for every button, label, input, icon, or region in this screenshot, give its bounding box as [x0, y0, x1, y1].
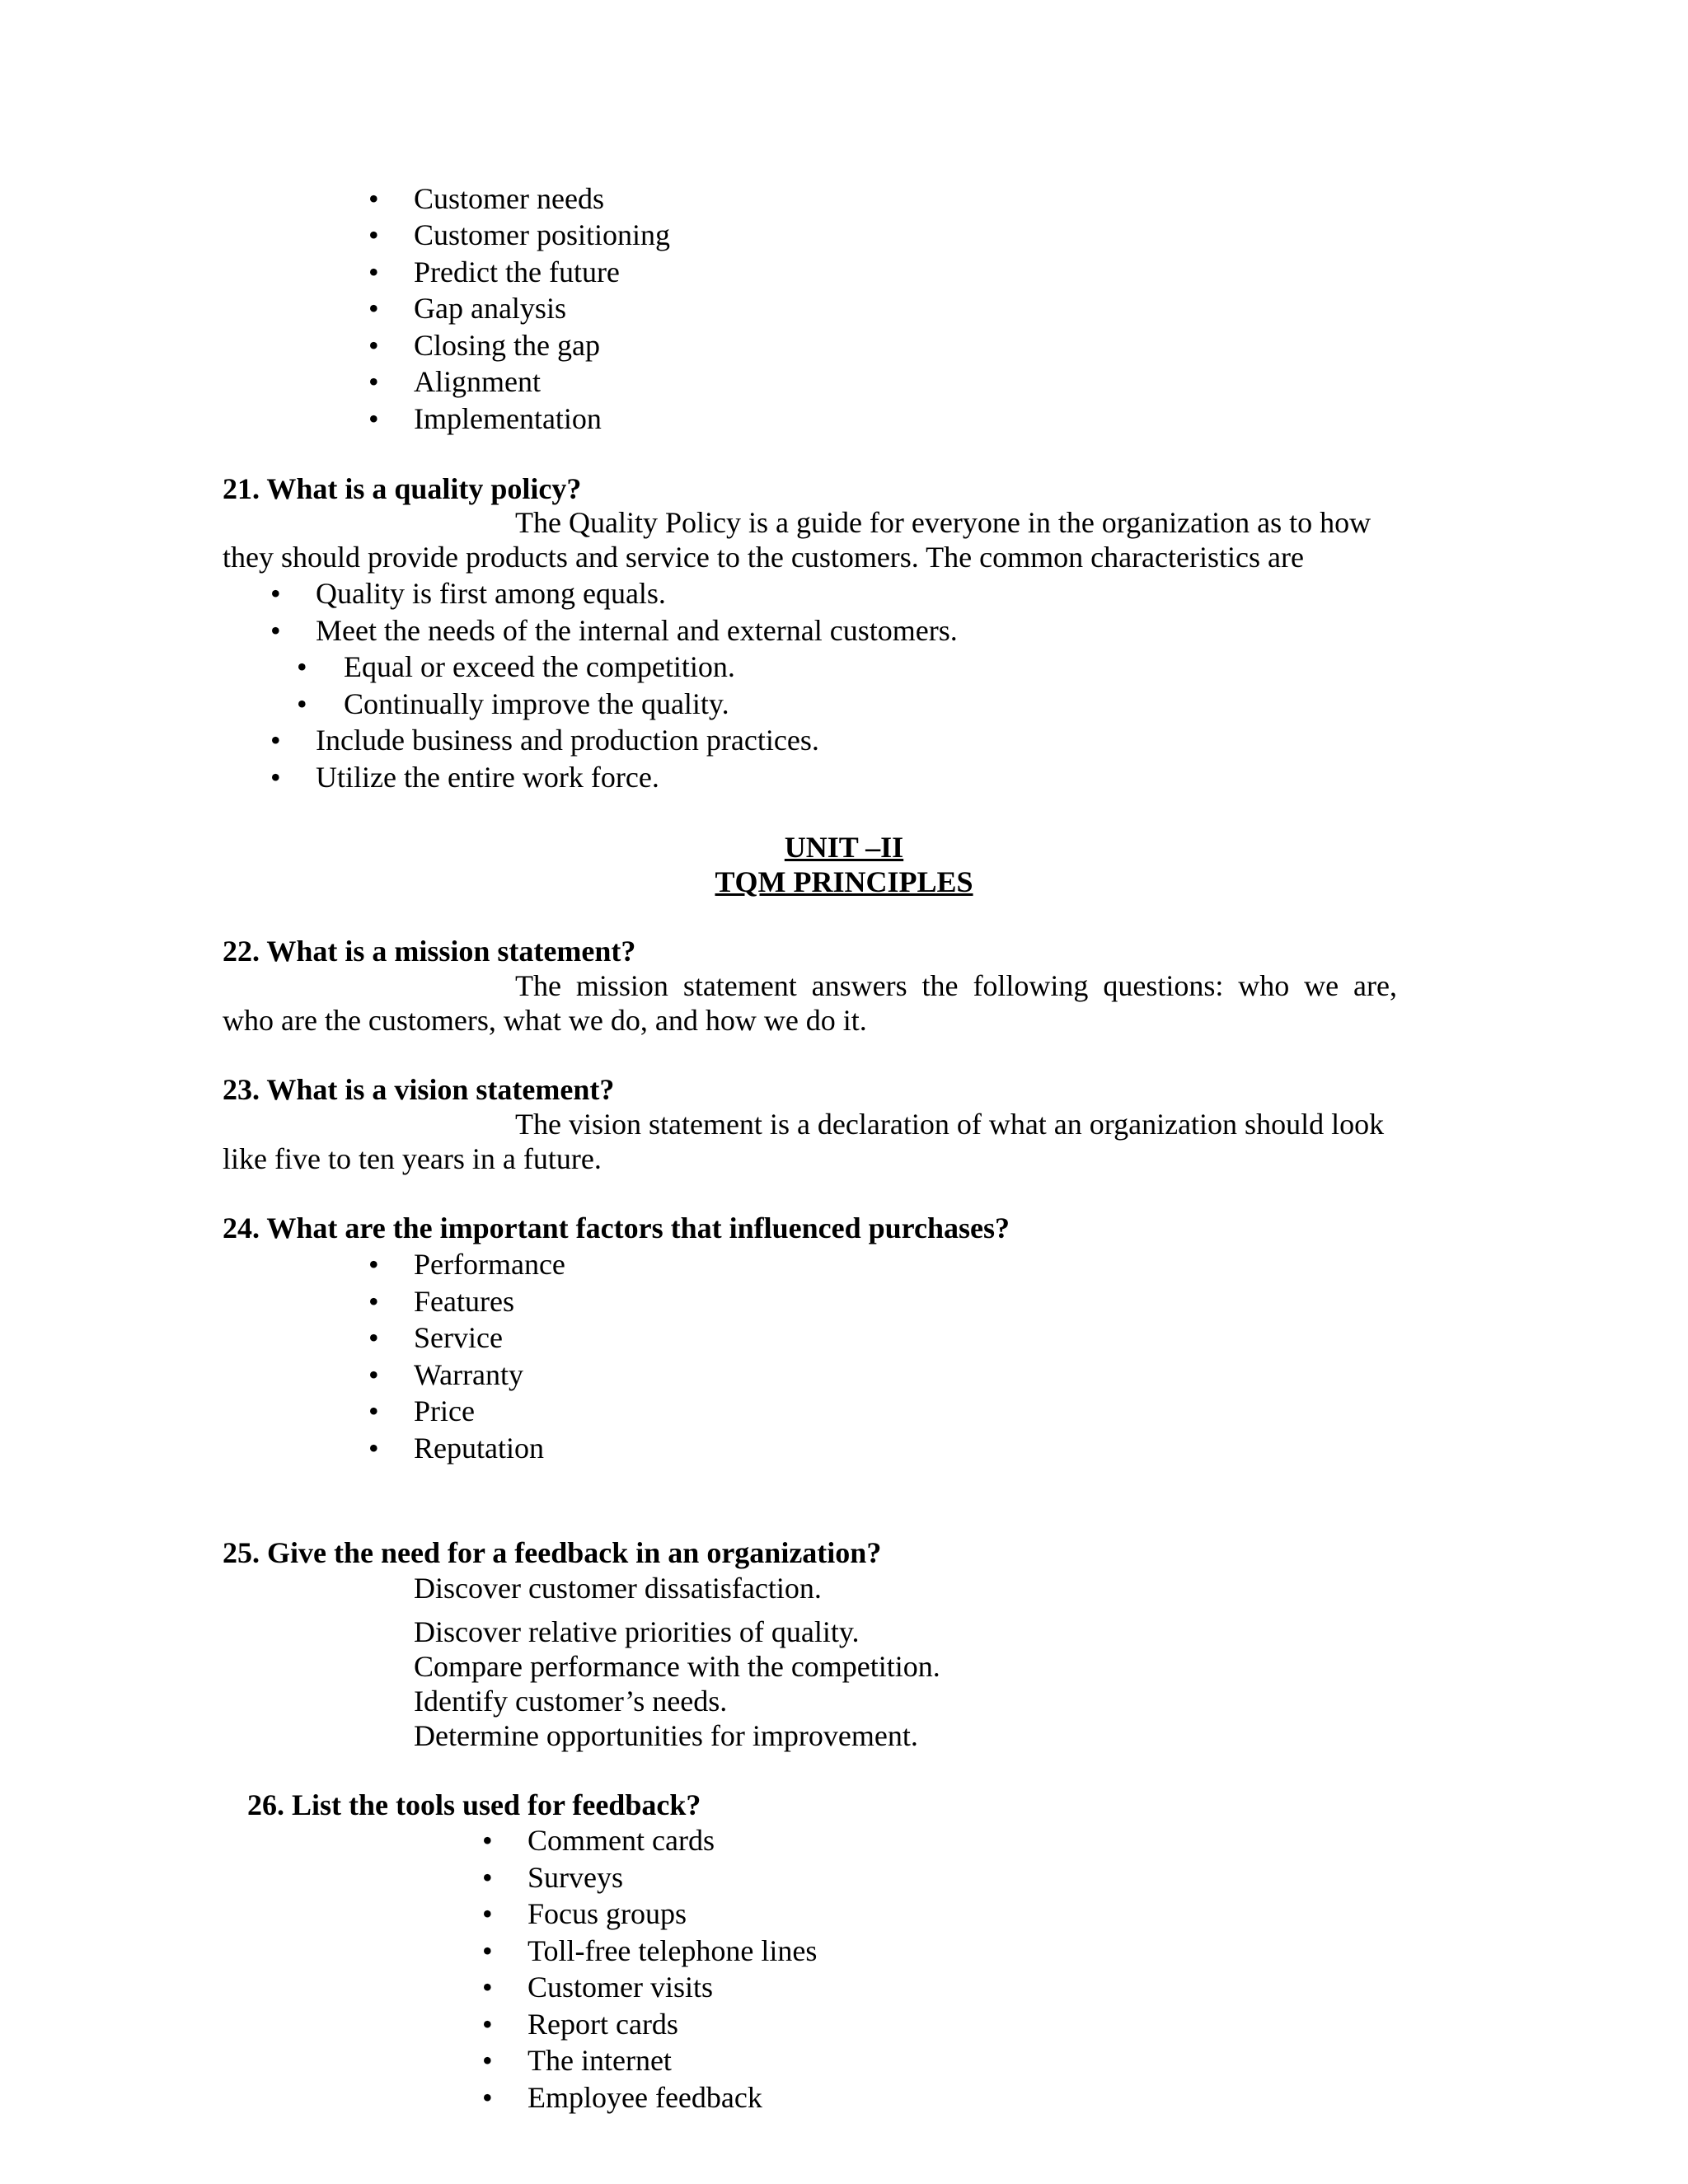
- bullet-icon: •: [368, 329, 379, 362]
- bullet-icon: •: [368, 292, 379, 325]
- bullet-icon: •: [368, 1394, 379, 1427]
- bullet-icon: •: [482, 1897, 493, 1930]
- bullet-icon: •: [482, 1934, 493, 1967]
- bullet-icon: •: [368, 255, 379, 288]
- bullet-icon: •: [368, 1285, 379, 1318]
- unit-subtitle: TQM PRINCIPLES: [715, 865, 973, 898]
- bullet-icon: •: [482, 1971, 493, 2004]
- answer-text-22-line2: who are the customers, what we do, and how we do it.: [223, 1004, 867, 1037]
- answer-text-23-line1: The vision statement is a declaration of what an organization should look: [515, 1108, 1385, 1141]
- bullet-icon: •: [368, 218, 379, 251]
- question-heading-21: 21. What is a quality policy?: [223, 472, 582, 505]
- bullet-icon: •: [482, 2044, 493, 2077]
- document-page: • Customer needs • Customer positioning • Predict the future • Gap analysis • Closing the gap • Alignment • Implementation 21. What is a quality policy? The Quality Policy is a guide for everyone in the organization as to how they should provide products and service to the customers. The common characteristics are • Quality is first among equals. • Meet the needs of the internal and external customers. • Equal or exceed the competition. • Continually improve the quality. • Include business and production practices. • Utilize the entire work force. UNIT –II TQM PRINCIPLES 22. What is a mission statement? The mission statement answers the following questions: who we are, who are the customers, what we do, and how we do it. 23. What is a vision statement? The vision statement is a declaration of what an organization should look like five to ten years in a future. 24. What are the important factors that influenced purchases? • Performance • Features • Service • Warranty • Price • Reputation 25. Give the need for a feedback in an organization? Discover customer dissatisfaction. Discover relative priorities of quality. Compare performance with the competition. Identify customer’s needs. Determine opportunities for improvement. 26. List the tools used for feedback? • Comment cards • Surveys • Focus groups • Toll-free telephone lines • Customer visits • Report cards • The internet • Employee feedback: [0, 0, 1688, 2184]
- bullet-icon: •: [368, 365, 379, 398]
- bullet-icon: •: [270, 577, 281, 610]
- bullet-icon: •: [270, 761, 281, 794]
- bullet-icon: •: [482, 1824, 493, 1857]
- bullet-icon: •: [368, 1358, 379, 1391]
- bullet-icon: •: [270, 614, 281, 647]
- bullet-icon: •: [270, 724, 281, 757]
- answer-text-22-line1: The mission statement answers the following questions: who we are,: [515, 969, 1397, 1002]
- bullet-icon: •: [368, 182, 379, 215]
- bullet-icon: •: [482, 1861, 493, 1894]
- bullet-icon: •: [368, 1432, 379, 1465]
- question-heading-26: 26. List the tools used for feedback?: [247, 1788, 701, 1821]
- question-heading-25: 25. Give the need for a feedback in an organization?: [223, 1536, 882, 1569]
- bullet-icon: •: [368, 1321, 379, 1354]
- answer-text-23-line2: like five to ten years in a future.: [223, 1142, 602, 1175]
- list-item: Determine opportunities for improvement.: [414, 1719, 918, 1752]
- bullet-icon: •: [297, 650, 307, 683]
- answer-text-21-line2: they should provide products and service to the customers. The common characteristics are: [223, 541, 1304, 574]
- bullet-icon: •: [482, 2081, 493, 2114]
- bullet-icon: •: [297, 687, 307, 720]
- list-item: Discover relative priorities of quality.: [414, 1615, 860, 1648]
- question-heading-22: 22. What is a mission statement?: [223, 935, 636, 968]
- answer-text-21-line1: The Quality Policy is a guide for everyone in the organization as to how: [515, 506, 1372, 539]
- question-heading-23: 23. What is a vision statement?: [223, 1073, 615, 1106]
- bullet-icon: •: [368, 402, 379, 435]
- list-item: Identify customer’s needs.: [414, 1685, 728, 1718]
- list-item: Discover customer dissatisfaction.: [414, 1572, 822, 1605]
- bullet-icon: •: [368, 1248, 379, 1281]
- unit-title: UNIT –II: [784, 831, 904, 864]
- list-item: Compare performance with the competition.: [414, 1650, 940, 1683]
- question-heading-24: 24. What are the important factors that influenced purchases?: [223, 1212, 1010, 1244]
- bullet-icon: •: [482, 2008, 493, 2041]
